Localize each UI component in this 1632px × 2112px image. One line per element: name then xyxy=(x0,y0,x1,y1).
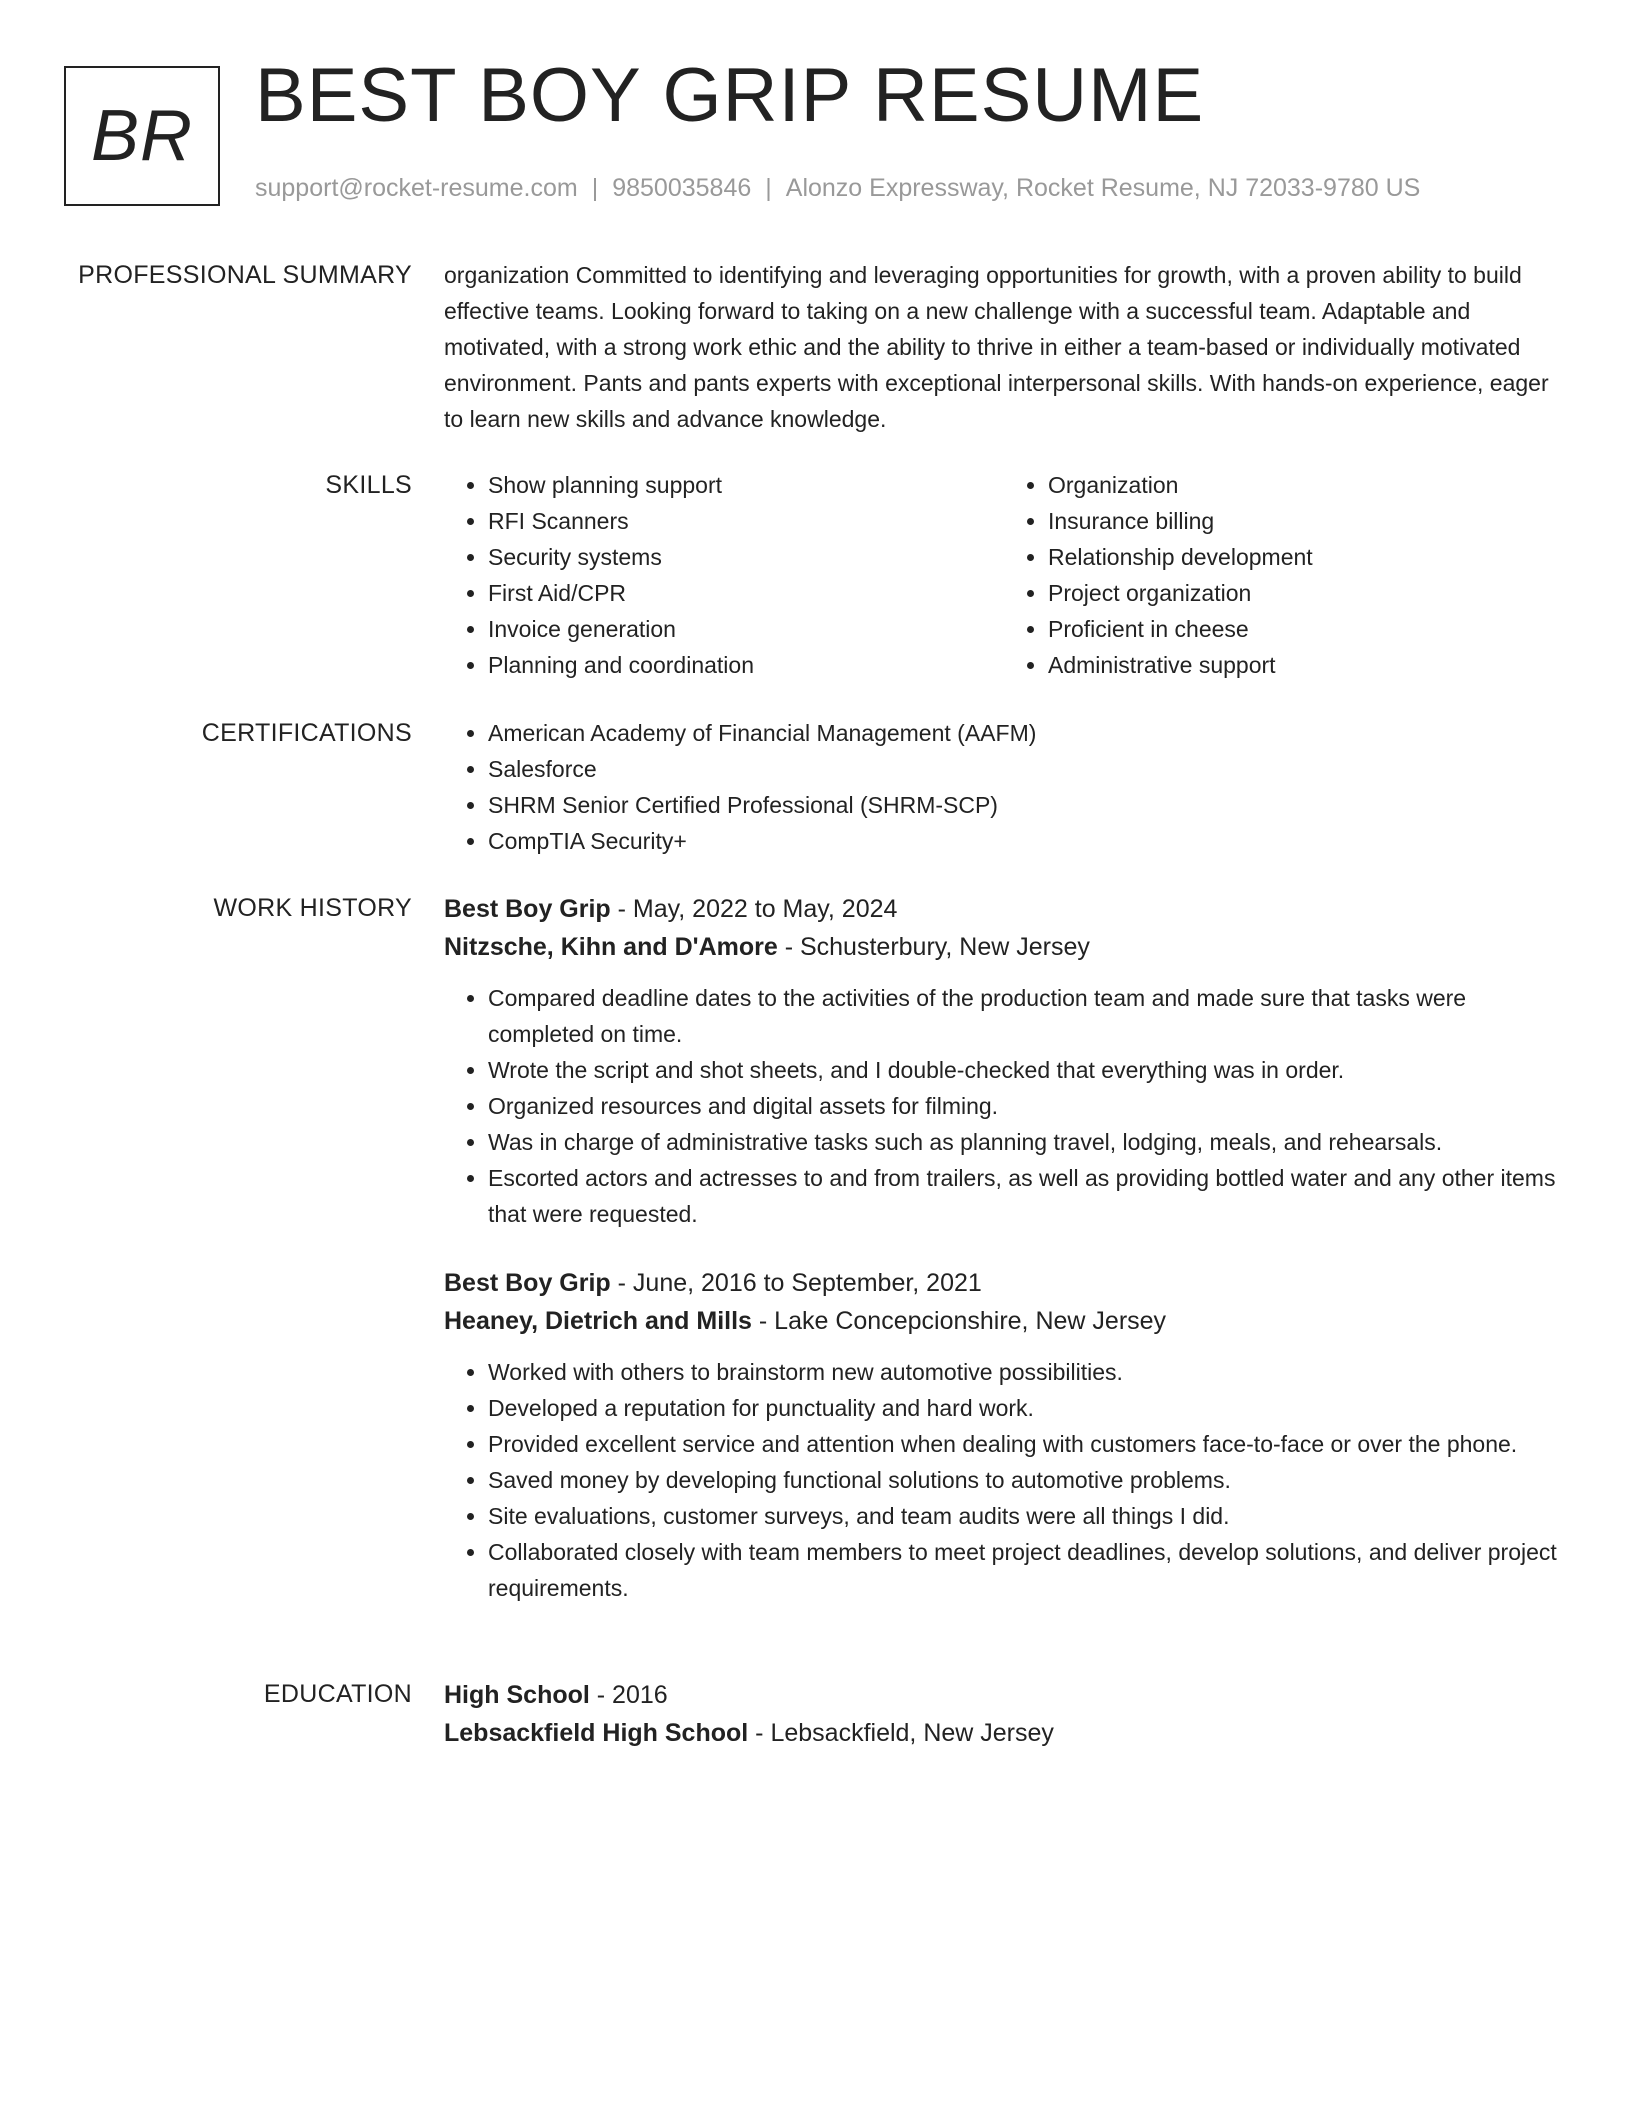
skill-item: • Security systems xyxy=(488,539,1004,575)
job-title-line xyxy=(444,890,1564,928)
job-entry xyxy=(444,890,1564,1232)
job-dates: - May, 2022 to May, 2024 xyxy=(610,895,898,923)
job-duty: • Saved money by developing functional solutions to automotive problems. xyxy=(488,1462,1564,1498)
skill-item: • Organization xyxy=(1048,467,1564,503)
monogram-logo: BR xyxy=(64,66,220,206)
work-history-body xyxy=(444,890,1564,1606)
certifications-body xyxy=(444,715,1564,859)
job-duty: • Compared deadline dates to the activities of the production team and made sure that tasks were completed on time. xyxy=(488,980,1564,1052)
job-duty: • Developed a reputation for punctuality and hard work. xyxy=(488,1390,1564,1426)
skill-item: • Show planning support xyxy=(488,467,1004,503)
education-body xyxy=(444,1676,1564,1752)
job-duty: • Organized resources and digital assets for filming. xyxy=(488,1088,1564,1124)
skills-list-left xyxy=(444,467,1004,683)
job-company: Heaney, Dietrich and Mills xyxy=(444,1307,752,1335)
job-title-line xyxy=(444,1264,1564,1302)
contact-separator: | xyxy=(765,174,772,202)
job-duty: • Site evaluations, customer surveys, and team audits were all things I did. xyxy=(488,1498,1564,1534)
education-school: Lebsackfield High School xyxy=(444,1719,749,1747)
skill-item: • Planning and coordination xyxy=(488,647,1004,683)
education-heading: EDUCATION xyxy=(263,1680,412,1708)
job-title: Best Boy Grip xyxy=(444,1269,611,1297)
job-entry xyxy=(444,1264,1564,1606)
summary-body xyxy=(444,257,1564,437)
certification-item: • SHRM Senior Certified Professional (SHRM-SCP) xyxy=(488,787,1564,823)
job-duties-list xyxy=(444,1354,1564,1606)
job-duties-list xyxy=(444,980,1564,1232)
skill-item: • Administrative support xyxy=(1048,647,1564,683)
job-duty: • Escorted actors and actresses to and from trailers, as well as providing bottled water and any other items that were requested. xyxy=(488,1160,1564,1232)
job-company-line xyxy=(444,1302,1564,1340)
contact-email: support@rocket-resume.com xyxy=(255,174,578,202)
summary-text: organization Committed to identifying and leveraging opportunities for growth, with a proven ability to build effective teams. Looking forward to taking on a new challenge with a successful team. Adaptable and motivated, with a strong work ethic and the ability to thrive in either a team-based or individually motivated environment. Pants and pants experts with exceptional interpersonal skills. With hands-on experience, eager to learn new skills and advance knowledge. xyxy=(444,262,1549,432)
skill-item: • Invoice generation xyxy=(488,611,1004,647)
education-school-line xyxy=(444,1714,1564,1752)
summary-heading: PROFESSIONAL SUMMARY xyxy=(78,261,412,289)
education-degree: High School xyxy=(444,1681,590,1709)
work-history-heading: WORK HISTORY xyxy=(213,894,412,922)
job-company: Nitzsche, Kihn and D'Amore xyxy=(444,933,778,961)
certification-item: • American Academy of Financial Management (AAFM) xyxy=(488,715,1564,751)
skill-item: • RFI Scanners xyxy=(488,503,1004,539)
job-company-line xyxy=(444,928,1564,966)
skill-item: • Relationship development xyxy=(1048,539,1564,575)
certification-item: • Salesforce xyxy=(488,751,1564,787)
skill-item: • Proficient in cheese xyxy=(1048,611,1564,647)
education-degree-line xyxy=(444,1676,1564,1714)
job-duty: • Was in charge of administrative tasks such as planning travel, lodging, meals, and rehearsals. xyxy=(488,1124,1564,1160)
education-year: - 2016 xyxy=(589,1681,668,1709)
contact-line xyxy=(255,176,1420,201)
skills-list-right xyxy=(1004,467,1564,683)
education-location: - Lebsackfield, New Jersey xyxy=(748,1719,1054,1747)
job-duty: • Provided excellent service and attention when dealing with customers face-to-face or over the phone. xyxy=(488,1426,1564,1462)
contact-address: Alonzo Expressway, Rocket Resume, NJ 72033-9780 US xyxy=(785,174,1421,202)
job-duty: • Collaborated closely with team members to meet project deadlines, develop solutions, and deliver project requirements. xyxy=(488,1534,1564,1606)
skills-body xyxy=(444,467,1564,683)
certifications-list xyxy=(444,715,1564,859)
job-duty: • Wrote the script and shot sheets, and I double-checked that everything was in order. xyxy=(488,1052,1564,1088)
skills-heading: SKILLS xyxy=(325,471,412,499)
certification-item: • CompTIA Security+ xyxy=(488,823,1564,859)
skill-item: • Insurance billing xyxy=(1048,503,1564,539)
contact-phone: 9850035846 xyxy=(612,174,752,202)
job-location: - Schusterbury, New Jersey xyxy=(777,933,1090,961)
certifications-heading: CERTIFICATIONS xyxy=(201,719,412,747)
resume-title: BEST BOY GRIP RESUME xyxy=(255,53,1205,138)
job-title: Best Boy Grip xyxy=(444,895,611,923)
skill-item: • Project organization xyxy=(1048,575,1564,611)
job-dates: - June, 2016 to September, 2021 xyxy=(610,1269,982,1297)
job-duty: • Worked with others to brainstorm new automotive possibilities. xyxy=(488,1354,1564,1390)
contact-separator: | xyxy=(591,174,599,202)
skill-item: • First Aid/CPR xyxy=(488,575,1004,611)
job-location: - Lake Concepcionshire, New Jersey xyxy=(751,1307,1167,1335)
